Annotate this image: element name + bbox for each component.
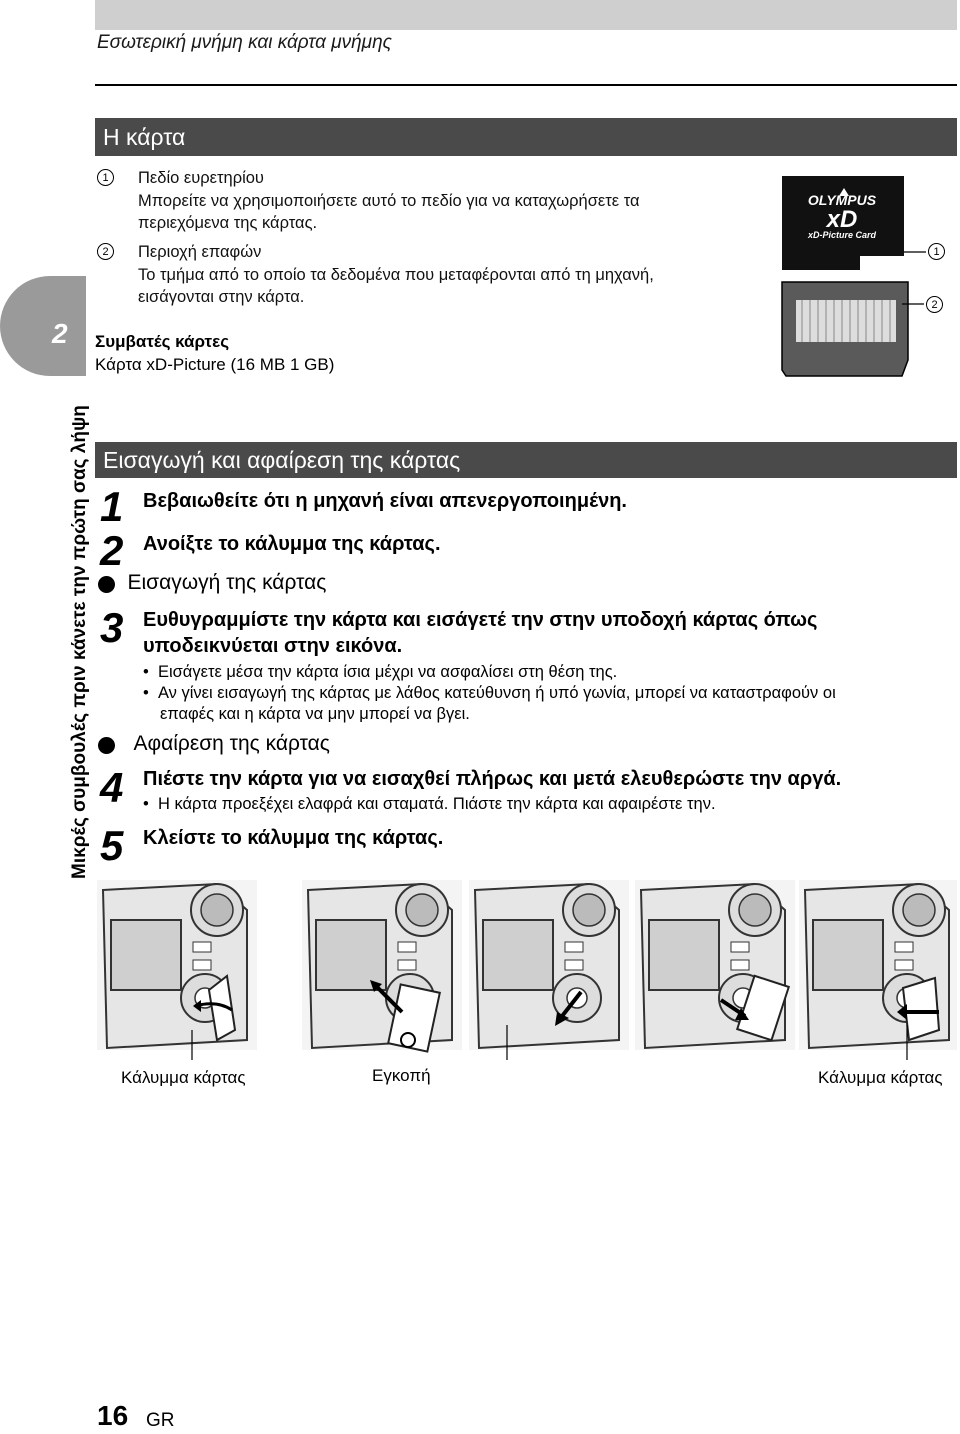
bullet-dot-icon [98,576,115,593]
step-3-bullet-1: • Εισάγετε μέσα την κάρτα ίσια μέχρι να ασφαλίσει στη θέση της. [143,663,618,681]
step-number-5: 5 [100,822,124,869]
caption-card-cover-right: Κάλυμμα κάρτας [818,1068,943,1087]
step-5-text: Κλείστε το κάλυμμα της κάρτας. [143,827,444,849]
step-4-bullet: • Η κάρτα προεξέχει ελαφρά και σταματά. Πιάστε την κάρτα και αφαιρέστε την. [143,795,716,813]
step-3 [143,607,953,725]
page-language: GR [146,1410,175,1431]
step-number-1: 1 [100,483,124,530]
card-callout-2: 2 [926,296,943,313]
step-4-text: Πιέστε την κάρτα για να εισαχθεί πλήρως και μετά ελευθερώστε την αργά. [143,768,842,790]
camera-figure-5 [799,880,957,1050]
card-brand: OLYMPUS [807,192,877,208]
header-rule [95,84,957,86]
xd-card-illustration [778,170,958,392]
item-description: περιεχόμενα της κάρτας. [138,214,318,232]
remove-heading: Αφαίρεση της κάρτας [98,732,330,756]
caption-card-cover-left: Κάλυμμα κάρτας [121,1068,246,1087]
compatible-cards-text: Κάρτα xD-Picture (16 MB 1 GB) [95,355,335,374]
chapter-number: 2 [52,318,68,349]
step-3-bullet-2-cont: επαφές και η κάρτα να μην μπορεί να βγει. [160,705,470,723]
step-number-2: 2 [100,527,124,574]
running-title: Εσωτερική μνήμη και κάρτα μνήμης [97,32,392,53]
step-3-text: υποδεικνύεται στην εικόνα. [143,635,403,657]
card-logo: xD [826,206,858,233]
item-description: εισάγονται στην κάρτα. [138,288,305,306]
step-4 [143,766,958,815]
step-3-text: Ευθυγραμμίστε την κάρτα και εισάγετέ την στην υποδοχή κάρτας όπως [143,609,818,631]
section-title-card: Η κάρτα [95,118,957,156]
header-bar [95,0,957,30]
step-number-3: 3 [100,604,124,651]
card-callout-1: 1 [928,243,945,260]
camera-figure-4 [635,880,795,1050]
camera-figure-3 [469,880,629,1050]
page-number: 16 [97,1400,129,1431]
item-title: Πεδίο ευρετηρίου [138,169,264,187]
step-1-text: Βεβαιωθείτε ότι η μηχανή είναι απενεργοποιημένη. [143,490,627,512]
caption-notch: Εγκοπή [372,1066,431,1085]
item-description: Το τμήμα από το οποίο τα δεδομένα που μεταφέρονται από τη μηχανή, [138,266,654,284]
camera-figure-2 [302,880,462,1052]
step-3-bullet-2: • Αν γίνει εισαγωγή της κάρτας με λάθος κατεύθυνση ή υπό γωνία, μπορεί να καταστραφούν οι [143,684,836,702]
card-caption: xD-Picture Card [807,230,877,240]
item-description: Μπορείτε να χρησιμοποιήσετε αυτό το πεδίο για να καταχωρήσετε τα [138,192,640,210]
marker-1: 1 [97,169,114,186]
chapter-side-title: Μικρές συμβουλές πριν κάνετε την πρώτη σας λήψη [69,405,90,880]
step-number-4: 4 [100,764,124,811]
marker-2: 2 [97,243,114,260]
item-title: Περιοχή επαφών [138,243,262,261]
camera-figure-1 [97,880,257,1050]
bullet-dot-icon [98,737,115,754]
chapter-tab [0,276,86,376]
section-title-insert-remove: Εισαγωγή και αφαίρεση της κάρτας [95,442,957,478]
step-2-text: Ανοίξτε το κάλυμμα της κάρτας. [143,533,441,555]
compatible-cards-heading: Συμβατές κάρτες [95,332,230,351]
camera-figure-row [97,880,957,1060]
insert-heading: Εισαγωγή της κάρτας [98,571,326,595]
